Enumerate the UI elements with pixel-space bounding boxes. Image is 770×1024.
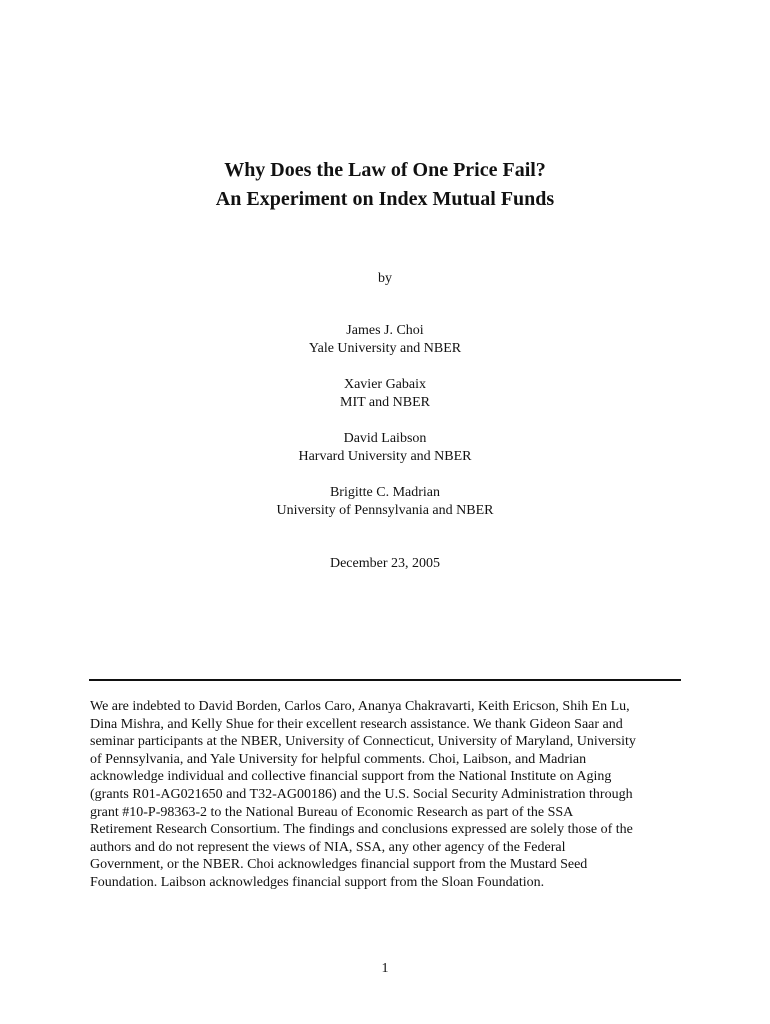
page-number: 1 [381, 961, 389, 976]
author-block [0, 376, 770, 412]
footnote-divider [89, 679, 681, 681]
author-affiliation: Harvard University and NBER [298, 449, 472, 464]
acknowledgments-line: of Pennsylvania, and Yale University for helpful comments. Choi, Laibson, and Madrian [90, 751, 587, 767]
author-block [0, 430, 770, 466]
title-line-2: An Experiment on Index Mutual Funds [215, 188, 555, 210]
author-block [0, 322, 770, 358]
author-affiliation: University of Pennsylvania and NBER [276, 503, 494, 518]
author-name: Xavier Gabaix [343, 377, 427, 392]
acknowledgments-line: Dina Mishra, and Kelly Shue for their excellent research assistance. We thank Gideon Saar and [90, 716, 623, 732]
by-label: by [378, 271, 392, 286]
acknowledgments-line: seminar participants at the NBER, University of Connecticut, University of Maryland, University [90, 734, 636, 750]
title-line-1: Why Does the Law of One Price Fail? [224, 159, 546, 181]
author-name: Brigitte C. Madrian [329, 485, 441, 500]
acknowledgments-line: (grants R01-AG021650 and T32-AG00186) and the U.S. Social Security Administration through [90, 786, 633, 802]
author-affiliation: MIT and NBER [340, 395, 430, 410]
acknowledgments-line: Retirement Research Consortium. The findings and conclusions expressed are solely those of the [90, 822, 633, 838]
author-name: David Laibson [343, 431, 427, 446]
acknowledgments-line: Government, or the NBER. Choi acknowledges financial support from the Mustard Seed [90, 857, 588, 873]
acknowledgments-line: acknowledge individual and collective financial support from the National Institute on Aging [90, 769, 612, 785]
acknowledgments-line: Foundation. Laibson acknowledges financial support from the Sloan Foundation. [90, 874, 545, 890]
acknowledgments-line: authors and do not represent the views of NIA, SSA, any other agency of the Federal [90, 839, 566, 855]
author-name: James J. Choi [346, 323, 424, 338]
author-block [0, 484, 770, 520]
paper-title [0, 156, 770, 214]
author-affiliation: Yale University and NBER [308, 341, 462, 356]
acknowledgments-footnote [90, 698, 690, 892]
acknowledgments-line: grant #10-P-98363-2 to the National Bureau of Economic Research as part of the SSA [90, 804, 574, 820]
acknowledgments-line: We are indebted to David Borden, Carlos Caro, Ananya Chakravarti, Keith Ericson, Shih En Lu, [90, 699, 630, 714]
paper-date: December 23, 2005 [329, 556, 441, 571]
